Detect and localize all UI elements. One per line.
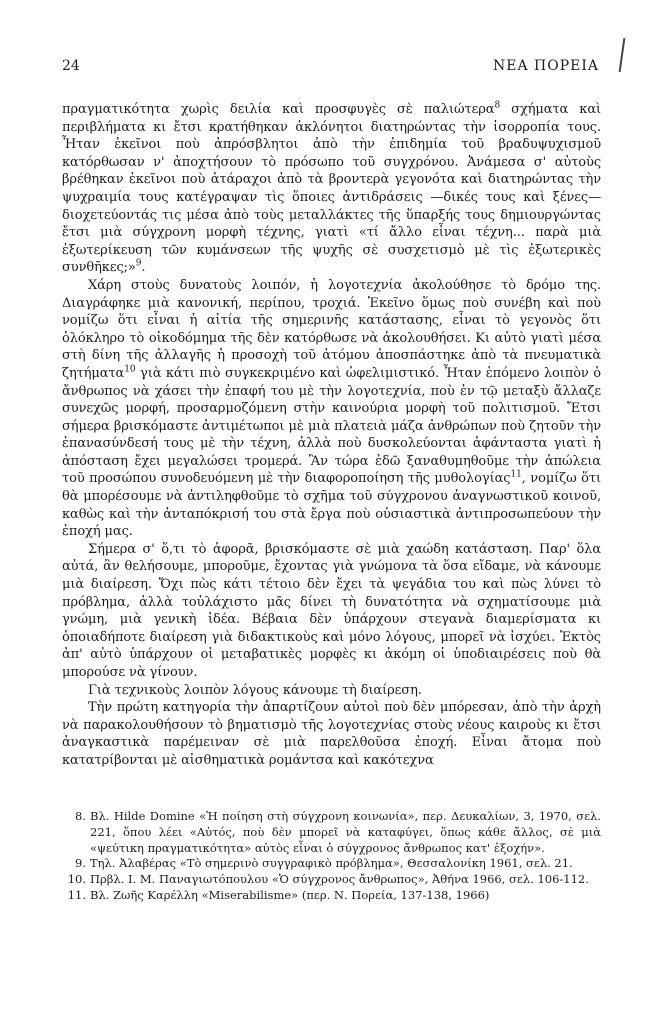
footnote	[62, 856, 601, 872]
footnote-number: 10.	[67, 872, 86, 887]
body-paragraph	[62, 699, 601, 769]
running-head: ΝΕΑ ΠΟΡΕΙΑ	[493, 58, 599, 74]
body-paragraph	[62, 101, 601, 277]
footnote-text: Τηλ. Ἀλαβέρας «Τὸ σημερινὸ συγγραφικὸ πρόβλημα», Θεσσαλονίκη 1961, σελ. 21.	[90, 856, 573, 871]
paragraph-text: σχήματα καὶ περιβλήματα κι ἔτσι κρατήθηκαν ἀκλόνητοι διατηρώντας τὴν ἰσορροπία τους. Ἦταν ἐκεῖνοι ποὺ ἀπρόσβλητοι ἀπὸ τὴν ἐπιδημία τοῦ βραδυψυχισμοῦ κατόρθωσαν ν' ἀποχτήσουν τὸ πρόσωπο τοῦ συγχρόνου. Ἀνάμεσα σ' αὐτοὺς βρέθηκαν ἐκεῖνοι ποὺ ἀτάραχοι ἀπὸ τὰ βροντερὰ γεγονότα καὶ διατηρώντας τὴν ψυχραιμία τους κατέγραψαν τὶς ὅποιες ἀντιδράσεις —δικές τους καὶ ξένες— διοχετεύοντάς τις μέσα ἀπὸ τοὺς μεταλλάκτες τῆς ὕπαρξής τους δημιουργώντας ἔτσι μιὰ σύγχρονη μορφὴ τέχνης, γιατὶ «τί ἄλλο εἶναι τέχνη... παρὰ μιὰ ἐξωτερίκευση τῶν κυμάνσεων τῆς ψυχῆς σὲ συσχετισμὸ μὲ τὶς ἐξωτερικὲς συνθῆκες;»	[62, 102, 601, 276]
paragraph-text: .	[141, 260, 146, 276]
margin-pencil-mark	[619, 38, 626, 72]
paragraph-text: γιὰ κάτι πιὸ συγκεκριμένο καὶ ὠφελιμιστικό. Ἦταν ἑπόμενο λοιπὸν ὁ ἄνθρωπος νὰ χάσει τὴν ἐπαφή του μὲ τὴν λογοτεχνία, ποὺ ἐν τῷ μεταξὺ ἄλλαζε συνεχῶς μορφή, προσαρμοζόμενη στὴν καινούρια μορφὴ τοῦ πολιτισμοῦ. Ἔτσι σήμερα βρισκόμαστε ἀντιμέτωποι μὲ μιὰ πλατειὰ μάζα ἀνθρώπων ποὺ ζητοῦν τὴν ἐπανασύνδεσή τους μὲ τὴν τέχνη, ἀλλὰ ποὺ δυσκολεύονται ἀφάνταστα γιατὶ ἡ ἀπόσταση ἔχει μεγαλώσει τρομερά. Ἂν τώρα ἐδῶ ξαναθυμηθοῦμε τὴν ἀπώλεια τοῦ προσώπου συνοδευόμενη μὲ τὴν διαφοροποίηση τῆς μυθολογίας	[62, 365, 601, 487]
footnote-reference: 11	[510, 470, 522, 481]
paragraph-text: Τὴν πρώτη κατηγορία τὴν ἀπαρτίζουν αὐτοὶ ποὺ δὲν μπόρεσαν, ἀπὸ τὴν ἀρχὴ νὰ παρακολουθήσουν τὸ βηματισμὸ τῆς λογοτεχνίας στοὺς νέους καιροὺς κι ἔτσι ἀναγκαστικὰ παρέμειναν σὲ μιὰ παρελθοῦσα ἐποχή. Εἶναι ἄτομα ποὺ κατατρίβονται μὲ αἰσθηματικὰ ρομάντσα καὶ κακότεχνα	[62, 700, 601, 768]
page-header	[62, 58, 599, 78]
paragraph-text: Γιὰ τεχνικοὺς λοιπὸν λόγους κάνουμε τὴ διαίρεση.	[88, 682, 422, 698]
footnote-text: Βλ. Ζωῆς Καρέλλη «Miserabilisme» (περ. Ν. Πορεία, 137-138, 1966)	[90, 887, 490, 902]
footnote-number: 9.	[75, 856, 86, 871]
paragraph-text: Χάρη στοὺς δυνατοὺς λοιπόν, ἡ λογοτεχνία ἀκολούθησε τὸ δρόμο της. Διαγράφηκε μιὰ κανονική, περίπου, τροχιά. Ἐκεῖνο ὅμως ποὺ συνέβη καὶ ποὺ νομίζω ὅτι εἶναι ἡ αἰτία τῆς σημερινῆς κατάστασης, εἶναι τὸ γεγονὸς ὅτι ὁλόκληρο τὸ οἰκοδόμημα τῆς δὲν κατόρθωσε νὰ ἀκολουθήσει. Κι αὐτὸ γιατὶ μέσα στὴ δίνη τῆς ἀλλαγῆς ἡ προσοχὴ τοῦ ἀτόμου ἀποσπάστηκε ἀπὸ τὰ πνευματικὰ ζητήματα	[62, 277, 601, 381]
body-paragraph	[62, 277, 601, 541]
footnote-reference: 8	[494, 100, 501, 111]
body-text	[62, 101, 601, 770]
body-paragraph	[62, 541, 601, 682]
page-number: 24	[62, 58, 80, 74]
footnote-reference: 10	[124, 364, 136, 375]
footnote	[62, 888, 601, 904]
paragraph-text: πραγματικότητα χωρὶς δειλία καὶ προσφυγὲς σὲ παλιώτερα	[62, 102, 495, 117]
footnotes	[62, 809, 601, 904]
footnote	[62, 872, 601, 888]
footnote-text: Πρβλ. Ι. Μ. Παναγιωτόπουλου «Ὁ σύγχρονος ἄνθρωπος», Ἀθήνα 1966, σελ. 106-112.	[90, 872, 589, 887]
footnote	[62, 809, 601, 856]
footnote-number: 11.	[67, 887, 86, 902]
body-paragraph	[62, 682, 601, 700]
footnote-number: 8.	[75, 809, 86, 823]
footnote-text: Βλ. Hilde Domine «Ἡ ποίηση στὴ σύγχρονη κοινωνία», περ. Δευκαλίων, 3, 1970, σελ. 221, ὅπου λέει «Αὐτός, ποὺ δὲν μπορεῖ νὰ καταφύγει, ὅπως κάθε ἄλλος, σὲ μιὰ «ψεύτικη πραγματικότητα» αὐτὸς εἶναι ὁ σύγχρονος ἄνθρωπος κατ' ἐξοχήν».	[90, 809, 601, 855]
paragraph-text: , νομίζω ὅτι θὰ μπορέσουμε νὰ ἀντιληφθοῦμε τὸ σχῆμα τοῦ σύγχρονου ἀναγνωστικοῦ κοινοῦ, καθὼς καὶ τὴν ἀνταπόκρισή του στὰ ἔργα ποὺ οὐσιαστικὰ ἀντιπροσωπεύουν τὴν ἐποχή μας.	[62, 471, 601, 540]
paragraph-text: Σήμερα σ' ὅ,τι τὸ ἀφορᾶ, βρισκόμαστε σὲ μιὰ χαώδη κατάσταση. Παρ' ὅλα αὐτά, ἂν θελήσουμε, μποροῦμε, ἔχοντας γιὰ γνώμονα τὰ ὅσα εἴδαμε, νὰ κάνουμε μιὰ διαίρεση. Ὄχι πὼς κάτι τέτοιο δὲν ἔχει τὰ ψεγάδια του καὶ πὼς λύνει τὸ πρόβλημα, ἀλλὰ τοὐλάχιστο μᾶς δίνει τὴ δυνατότητα νὰ σχηματίσουμε μιὰ γνώμη, μιὰ γενικὴ ἰδέα. Βέβαια δὲν ὑπάρχουν στεγανὰ διαμερίσματα κι ὁποιαδήποτε διαίρεση γιὰ διδακτικοὺς καὶ μόνο λόγους, μπορεῖ νὰ ἰσχύει. Ἐκτὸς ἀπ' αὐτὸ ὑπάρχουν οἱ μεταβατικὲς μορφὲς κι ἀκόμη οἱ ὑποδιαιρέσεις ποὺ θὰ μπορούσε νὰ γίνουν.	[62, 541, 601, 680]
footnote-reference: 9	[135, 259, 142, 270]
